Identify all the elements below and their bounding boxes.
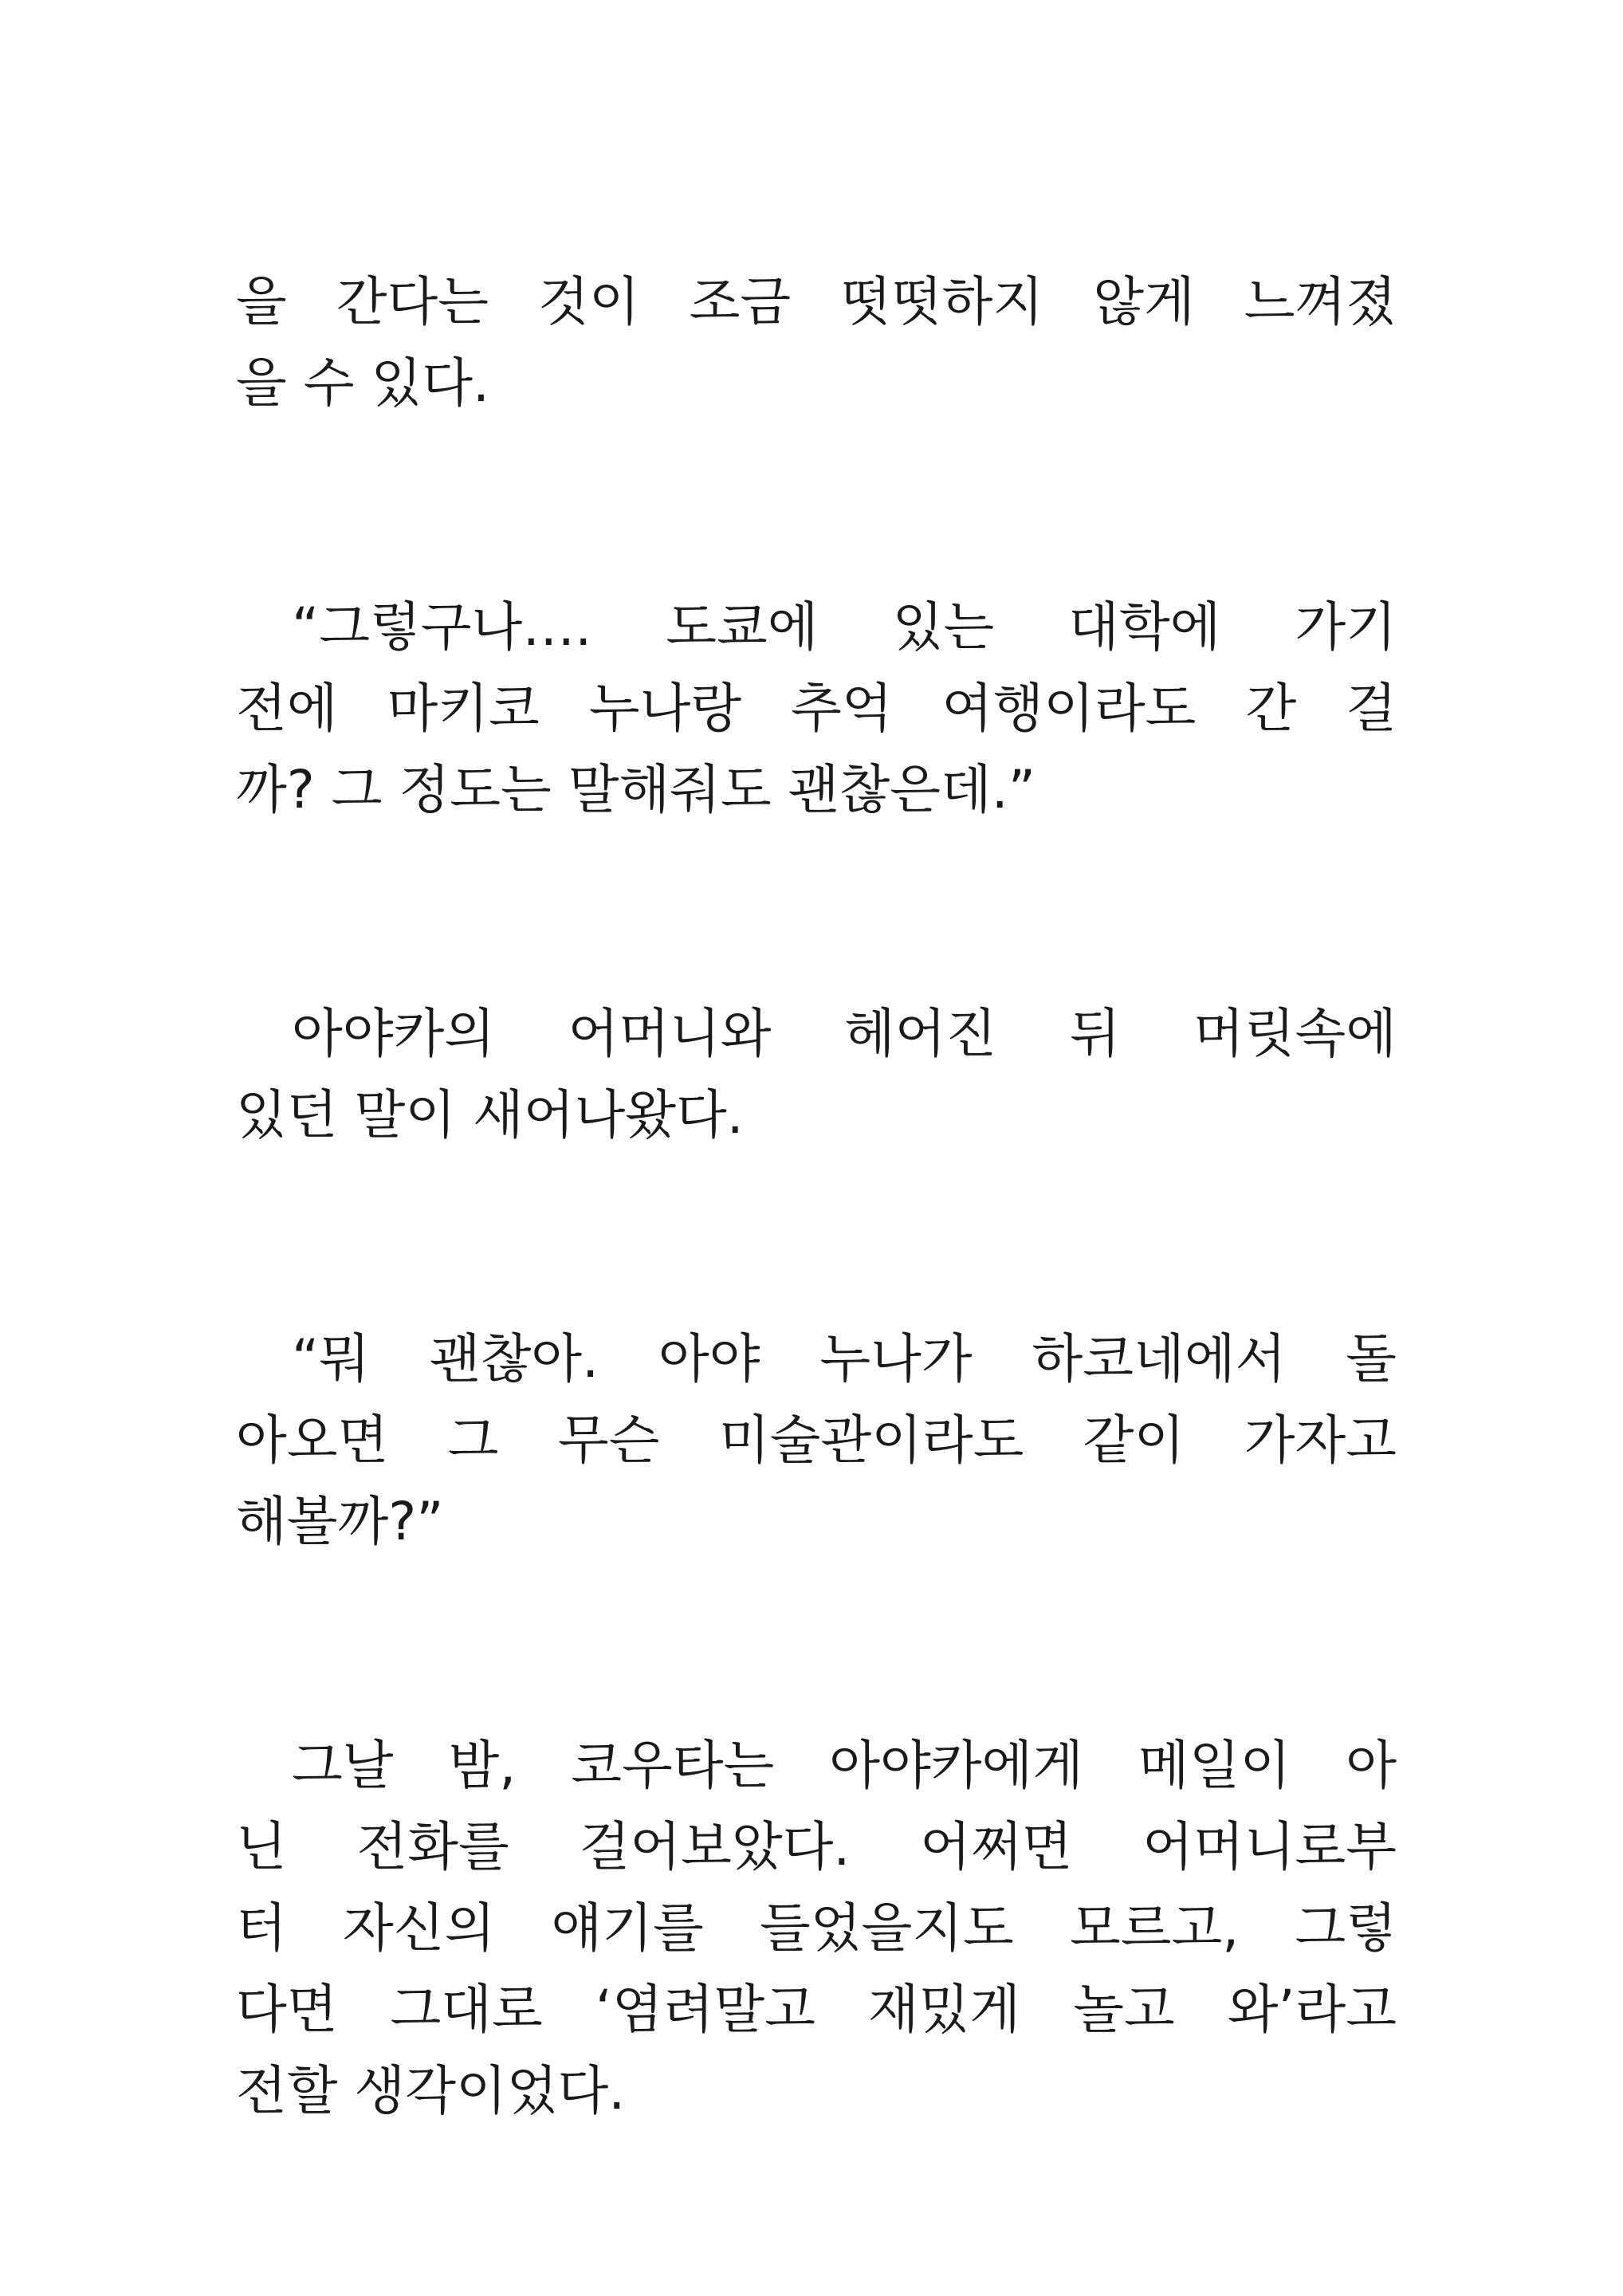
text-line: 까? 그 정도는 말해줘도 괜찮은데.” <box>236 759 1035 820</box>
text-line: “뭐 괜찮아. 아야 누나가 하코네에서 돌 <box>292 1328 1397 1390</box>
text-line: 닌 전화를 걸어보았다. 어쩌면 어머니로부 <box>236 1816 1397 1877</box>
text-line: 터 자신의 얘기를 들었을지도 모르고, 그렇 <box>236 1897 1397 1959</box>
paragraph <box>236 261 1397 424</box>
text-line: 을 수 있다. <box>236 352 489 414</box>
paragraph <box>236 993 1397 1156</box>
body-text <box>236 261 1397 2294</box>
paragraph <box>236 1725 1397 2132</box>
text-line: 전할 생각이었다. <box>236 2060 626 2121</box>
paragraph <box>236 587 1397 831</box>
text-line: “그렇구나…. 도쿄에 있는 대학에 가기 <box>292 596 1397 658</box>
text-line: 아야카의 어머니와 헤어진 뒤 머릿속에 <box>292 1003 1397 1064</box>
text-line: 다면 그대로 ‘염려말고 재밌게 놀고 와’라고 <box>236 1979 1397 2040</box>
text-line: 을 간다는 것이 조금 떳떳하지 않게 느껴졌 <box>236 271 1397 332</box>
text-line: 있던 말이 새어나왔다. <box>236 1084 744 1146</box>
text-line: 전에 마키코 누나랑 추억 여행이라도 간 걸 <box>236 678 1397 739</box>
text-line: 그날 밤, 코우타는 아야카에게 메일이 아 <box>292 1735 1397 1796</box>
text-line: 해볼까?” <box>236 1491 444 1552</box>
paragraph <box>236 1319 1397 1563</box>
text-line: 아오면 그 무슨 미술관이라도 같이 가자고 <box>236 1409 1397 1471</box>
